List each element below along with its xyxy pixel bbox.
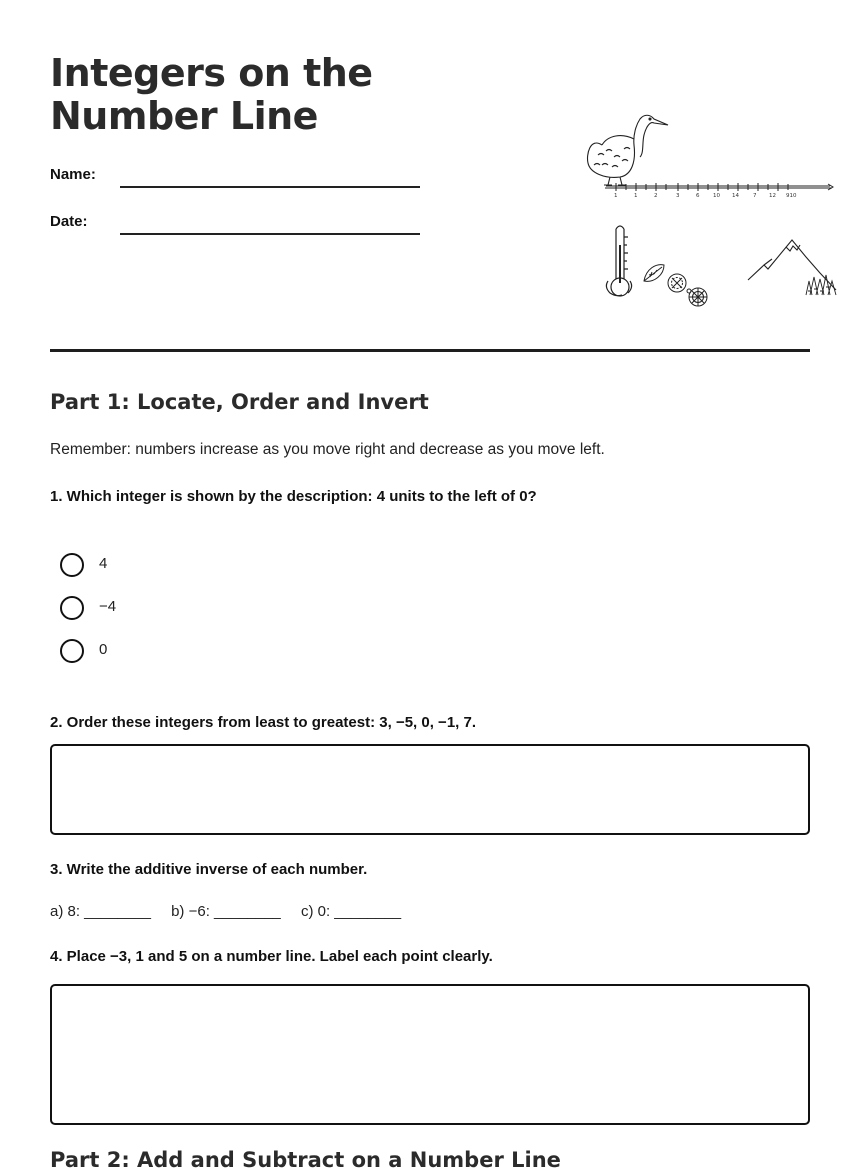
q1-option-3[interactable] <box>60 639 260 663</box>
tick-label: 6 <box>696 193 700 199</box>
part2-heading: Part 2: Add and Subtract on a Number Line <box>50 1148 561 1172</box>
question-4: 4. Place −3, 1 and 5 on a number line. Label each point clearly. <box>50 948 493 965</box>
tick-label: 910 <box>786 193 797 199</box>
tick-label: 1 <box>614 193 618 199</box>
q3-answer-row <box>50 903 417 920</box>
q1-option-1[interactable] <box>60 553 260 577</box>
part1-heading: Part 1: Locate, Order and Invert <box>50 390 429 414</box>
leaf-icon <box>644 265 664 282</box>
thermometer-icon <box>606 226 631 296</box>
date-line[interactable] <box>120 233 420 235</box>
radio-button[interactable] <box>60 553 84 577</box>
tick-label: 14 <box>732 193 739 199</box>
q3-item-a[interactable]: a) 8: ________ <box>50 903 151 920</box>
date-field[interactable] <box>50 213 430 237</box>
name-label: Name: <box>50 166 96 183</box>
date-label: Date: <box>50 213 88 230</box>
tick-label: 2 <box>654 193 658 199</box>
q3-item-b[interactable]: b) −6: ________ <box>171 903 281 920</box>
question-2: 2. Order these integers from least to greatest: 3, −5, 0, −1, 7. <box>50 714 477 731</box>
tick-label: 1 <box>634 193 638 199</box>
option-label: 0 <box>99 641 108 658</box>
option-label: −4 <box>99 598 117 615</box>
kiwi-bird-icon <box>588 115 668 185</box>
decorative-illustration <box>550 105 797 310</box>
worksheet-title: Integers on the Number Line <box>50 51 373 138</box>
option-label: 4 <box>99 555 108 572</box>
name-field[interactable] <box>50 166 430 190</box>
tick-label: 3 <box>676 193 680 199</box>
tick-label: 12 <box>769 193 776 199</box>
q4-answer-box[interactable] <box>50 984 810 1125</box>
tick-label: 7 <box>753 193 757 199</box>
mountain-icon <box>748 240 836 290</box>
q2-answer-box[interactable] <box>50 744 810 835</box>
tick-label: 10 <box>713 193 720 199</box>
coins-icon <box>668 274 707 306</box>
q3-item-c[interactable]: c) 0: ________ <box>300 903 402 920</box>
number-line-labels <box>614 193 797 199</box>
part1-intro: Remember: numbers increase as you move right and decrease as you move left. <box>50 441 605 458</box>
question-3: 3. Write the additive inverse of each number. <box>50 861 368 878</box>
q1-option-2[interactable] <box>60 596 260 620</box>
radio-button[interactable] <box>60 596 84 620</box>
question-1: 1. Which integer is shown by the description: 4 units to the left of 0? <box>50 488 537 505</box>
header-divider <box>50 349 810 352</box>
radio-button[interactable] <box>60 639 84 663</box>
name-line[interactable] <box>120 186 420 188</box>
number-line-icon <box>605 183 833 191</box>
